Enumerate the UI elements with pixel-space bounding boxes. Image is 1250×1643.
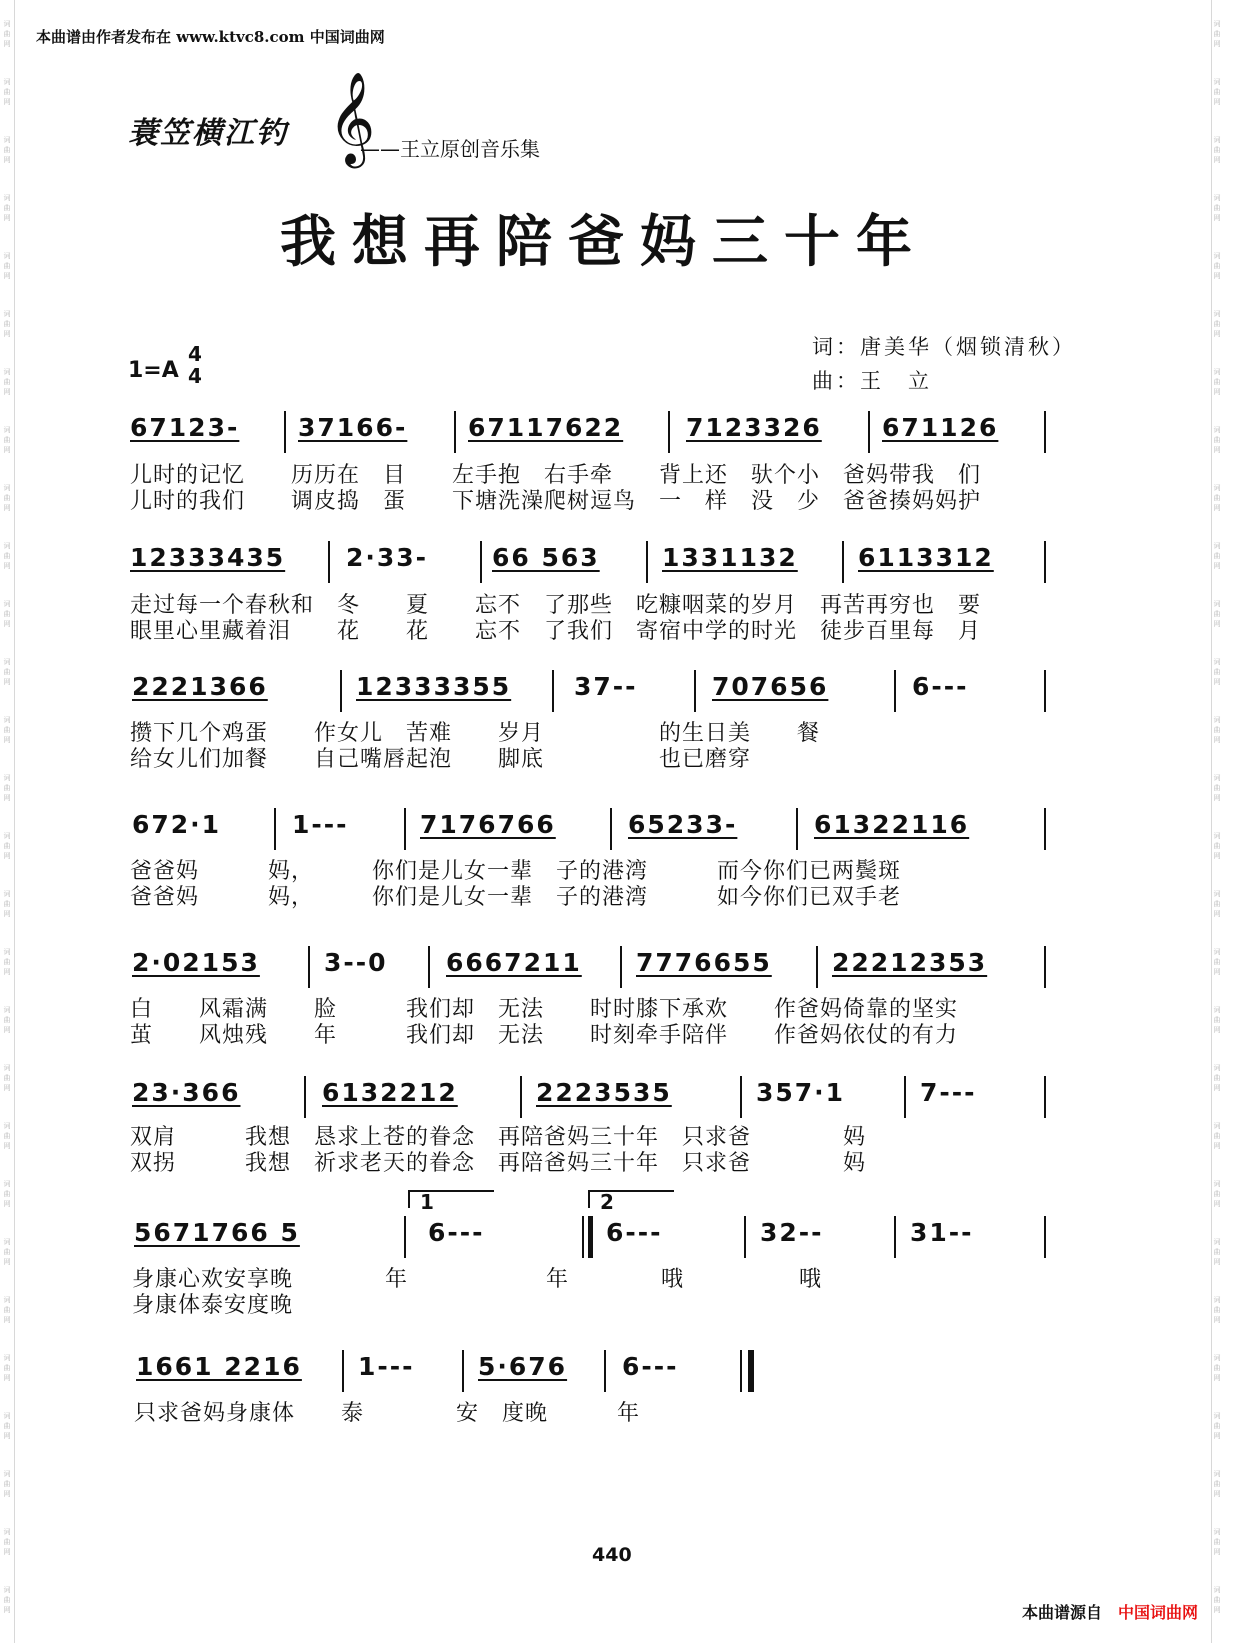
watermark-glyph: 词 bbox=[3, 890, 11, 898]
watermark-glyph: 曲 bbox=[3, 320, 11, 328]
watermark-glyph: 曲 bbox=[1213, 146, 1221, 154]
watermark-glyph: 网 bbox=[1213, 736, 1221, 744]
bar-line bbox=[904, 1076, 906, 1118]
measure: 6--- bbox=[912, 672, 969, 701]
bar-line bbox=[454, 411, 456, 453]
measure: 1331132 bbox=[662, 543, 798, 572]
watermark-glyph: 曲 bbox=[1213, 1364, 1221, 1372]
watermark-glyph: 曲 bbox=[3, 1132, 11, 1140]
watermark-glyph: 曲 bbox=[3, 1074, 11, 1082]
watermark-glyph: 词 bbox=[1213, 426, 1221, 434]
watermark-glyph: 曲 bbox=[3, 146, 11, 154]
watermark-glyph: 网 bbox=[3, 736, 11, 744]
watermark-glyph: 词 bbox=[1213, 948, 1221, 956]
final-bar-line bbox=[740, 1350, 742, 1392]
watermark-glyph: 曲 bbox=[3, 262, 11, 270]
watermark-glyph: 曲 bbox=[1213, 1480, 1221, 1488]
bar-line bbox=[744, 1216, 746, 1258]
lyric-line: 身康心欢安享晚 年 年 哦 哦 bbox=[132, 1267, 823, 1292]
watermark-glyph: 曲 bbox=[1213, 668, 1221, 676]
watermark-glyph: 曲 bbox=[3, 610, 11, 618]
measure: 6667211 bbox=[446, 948, 582, 977]
watermark-glyph: 词 bbox=[3, 426, 11, 434]
watermark-glyph: 词 bbox=[1213, 774, 1221, 782]
watermark-glyph: 词 bbox=[1213, 1122, 1221, 1130]
watermark-glyph: 词 bbox=[3, 20, 11, 28]
watermark-glyph: 词 bbox=[1213, 658, 1221, 666]
watermark-glyph: 网 bbox=[1213, 1026, 1221, 1034]
repeat-bar-line bbox=[582, 1216, 584, 1258]
watermark-glyph: 词 bbox=[1213, 310, 1221, 318]
watermark-glyph: 词 bbox=[3, 1006, 11, 1014]
measure: 32-- bbox=[760, 1218, 824, 1247]
bar-line bbox=[620, 946, 622, 988]
measure: 66 563 bbox=[492, 543, 600, 572]
bar-line bbox=[480, 541, 482, 583]
bar-line bbox=[1044, 1076, 1046, 1118]
measure: 67123- bbox=[130, 413, 240, 442]
watermark-glyph: 曲 bbox=[3, 668, 11, 676]
bar-line bbox=[816, 946, 818, 988]
score-row-5 bbox=[128, 948, 1048, 988]
lyric-line: 爸爸妈 妈， 你们是儿女一辈 子的港湾 如今你们已双手老 bbox=[130, 885, 902, 910]
measure: 1--- bbox=[292, 810, 349, 839]
watermark-glyph: 曲 bbox=[1213, 378, 1221, 386]
bar-line bbox=[610, 808, 612, 850]
bar-line bbox=[1044, 411, 1046, 453]
score-row-4 bbox=[128, 810, 1048, 850]
watermark-glyph: 网 bbox=[3, 1200, 11, 1208]
watermark-glyph: 网 bbox=[3, 1258, 11, 1266]
score-row-6 bbox=[128, 1078, 1048, 1118]
watermark-glyph: 词 bbox=[1213, 542, 1221, 550]
watermark-glyph: 词 bbox=[1213, 716, 1221, 724]
bar-line bbox=[646, 541, 648, 583]
watermark-glyph: 网 bbox=[1213, 1490, 1221, 1498]
measure: 3--0 bbox=[324, 948, 388, 977]
watermark-glyph: 词 bbox=[1213, 20, 1221, 28]
bar-line bbox=[520, 1076, 522, 1118]
bar-line bbox=[740, 1076, 742, 1118]
measure: 7--- bbox=[920, 1078, 977, 1107]
watermark-glyph: 曲 bbox=[3, 1596, 11, 1604]
measure: 5671766 5 bbox=[134, 1218, 300, 1247]
measure: 61322116 bbox=[814, 810, 970, 839]
measure: 2·02153 bbox=[132, 948, 260, 977]
watermark-glyph: 曲 bbox=[3, 1190, 11, 1198]
watermark-glyph: 网 bbox=[1213, 156, 1221, 164]
watermark-glyph: 词 bbox=[3, 136, 11, 144]
lyric-line: 走过每一个春秋和 冬 夏 忘不 了那些 吃糠咽菜的岁月 再苦再穷也 要 bbox=[130, 593, 982, 618]
watermark-glyph: 网 bbox=[1213, 1548, 1221, 1556]
watermark-glyph: 网 bbox=[3, 968, 11, 976]
watermark-glyph: 词 bbox=[3, 716, 11, 724]
final-bar-line-thick bbox=[748, 1350, 754, 1392]
watermark-glyph: 网 bbox=[1213, 1142, 1221, 1150]
watermark-glyph: 网 bbox=[1213, 1084, 1221, 1092]
watermark-glyph: 曲 bbox=[1213, 1016, 1221, 1024]
bar-line bbox=[796, 808, 798, 850]
watermark-glyph: 网 bbox=[3, 98, 11, 106]
bar-line bbox=[894, 1216, 896, 1258]
bar-line bbox=[668, 411, 670, 453]
watermark-glyph: 曲 bbox=[3, 1248, 11, 1256]
watermark-glyph: 词 bbox=[1213, 1354, 1221, 1362]
song-title: 我想再陪爸妈三十年 bbox=[280, 209, 928, 275]
time-signature bbox=[187, 343, 203, 387]
watermark-glyph: 曲 bbox=[3, 494, 11, 502]
watermark-glyph: 曲 bbox=[1213, 1190, 1221, 1198]
watermark-glyph: 词 bbox=[1213, 1412, 1221, 1420]
lyric-line: 茧 风烛残 年 我们却 无法 时刻牵手陪伴 作爸妈依仗的有力 bbox=[130, 1023, 959, 1048]
watermark-glyph: 曲 bbox=[1213, 842, 1221, 850]
volta-2 bbox=[588, 1190, 674, 1214]
watermark-glyph: 曲 bbox=[3, 88, 11, 96]
watermark-glyph: 曲 bbox=[3, 378, 11, 386]
measure: 6113312 bbox=[858, 543, 994, 572]
measure: 7776655 bbox=[636, 948, 772, 977]
bar-line bbox=[342, 1350, 344, 1392]
collection-title: 蓑笠横江钓 bbox=[128, 116, 288, 151]
watermark-glyph: 曲 bbox=[1213, 1132, 1221, 1140]
watermark-glyph: 词 bbox=[3, 310, 11, 318]
watermark-glyph: 网 bbox=[1213, 678, 1221, 686]
bar-line bbox=[328, 541, 330, 583]
measure: 6132212 bbox=[322, 1078, 458, 1107]
key-signature: 1=A bbox=[128, 358, 179, 383]
lyric-line: 儿时的记忆 历历在 目 左手抱 右手牵 背上还 驮个小 爸妈带我 们 bbox=[130, 463, 982, 488]
bar-line bbox=[404, 1216, 406, 1258]
volta-1-label: 1 bbox=[420, 1190, 434, 1214]
bar-line bbox=[1044, 1216, 1046, 1258]
footer-source-brand: 中国词曲网 bbox=[1118, 1603, 1199, 1622]
measure: 1661 2216 bbox=[136, 1352, 302, 1381]
lyric-line: 攒下几个鸡蛋 作女儿 苦难 岁月 的生日美 餐 bbox=[130, 721, 821, 746]
watermark-glyph: 网 bbox=[3, 1432, 11, 1440]
watermark-glyph: 词 bbox=[3, 194, 11, 202]
bar-line bbox=[604, 1350, 606, 1392]
watermark-glyph: 词 bbox=[3, 1296, 11, 1304]
watermark-glyph: 词 bbox=[1213, 194, 1221, 202]
watermark-glyph: 曲 bbox=[3, 958, 11, 966]
watermark-glyph: 曲 bbox=[3, 436, 11, 444]
lyric-line: 双拐 我想 祈求老天的眷念 再陪爸妈三十年 只求爸 妈 bbox=[130, 1151, 867, 1176]
watermark-glyph: 曲 bbox=[3, 1480, 11, 1488]
watermark-glyph: 词 bbox=[3, 1122, 11, 1130]
watermark-glyph: 曲 bbox=[3, 30, 11, 38]
right-margin-strip bbox=[1211, 0, 1224, 1643]
volta-2-label: 2 bbox=[600, 1190, 614, 1214]
watermark-glyph: 词 bbox=[1213, 1238, 1221, 1246]
watermark-glyph: 网 bbox=[1213, 40, 1221, 48]
lyric-line: 身康体泰安度晚 bbox=[132, 1293, 294, 1318]
bar-line bbox=[868, 411, 870, 453]
measure: 6--- bbox=[622, 1352, 679, 1381]
score-row-3 bbox=[128, 672, 1048, 712]
measure: 67117622 bbox=[468, 413, 624, 442]
watermark-glyph: 曲 bbox=[3, 1364, 11, 1372]
bar-line bbox=[284, 411, 286, 453]
watermark-glyph: 曲 bbox=[1213, 204, 1221, 212]
bar-line bbox=[552, 670, 554, 712]
measure: 6--- bbox=[428, 1218, 485, 1247]
watermark-glyph: 网 bbox=[3, 1316, 11, 1324]
watermark-glyph: 曲 bbox=[1213, 726, 1221, 734]
watermark-glyph: 曲 bbox=[1213, 320, 1221, 328]
footer-source-label: 本曲谱源自 bbox=[1022, 1603, 1103, 1622]
watermark-glyph: 曲 bbox=[1213, 1422, 1221, 1430]
watermark-glyph: 网 bbox=[1213, 1258, 1221, 1266]
score-row-2 bbox=[128, 543, 1048, 583]
watermark-glyph: 词 bbox=[3, 78, 11, 86]
watermark-glyph: 网 bbox=[3, 678, 11, 686]
watermark-glyph: 网 bbox=[3, 504, 11, 512]
watermark-glyph: 词 bbox=[3, 1586, 11, 1594]
watermark-glyph: 词 bbox=[3, 1412, 11, 1420]
measure: 2221366 bbox=[132, 672, 268, 701]
credits bbox=[812, 330, 1076, 398]
bar-line bbox=[404, 808, 406, 850]
bar-line bbox=[842, 541, 844, 583]
watermark-glyph: 曲 bbox=[1213, 1306, 1221, 1314]
watermark-glyph: 网 bbox=[3, 40, 11, 48]
measure: 37-- bbox=[574, 672, 638, 701]
time-signature-unit: 4 bbox=[188, 364, 202, 388]
measure: 22212353 bbox=[832, 948, 988, 977]
watermark-glyph: 曲 bbox=[3, 784, 11, 792]
watermark-glyph: 词 bbox=[1213, 484, 1221, 492]
watermark-glyph: 词 bbox=[1213, 78, 1221, 86]
lyric-line: 只求爸妈身康体 泰 安 度晚 年 bbox=[134, 1401, 641, 1426]
watermark-glyph: 曲 bbox=[1213, 958, 1221, 966]
measure: 5·676 bbox=[478, 1352, 568, 1381]
watermark-glyph: 词 bbox=[3, 658, 11, 666]
bar-line bbox=[304, 1076, 306, 1118]
page-number: 440 bbox=[592, 1544, 632, 1566]
watermark-glyph: 网 bbox=[1213, 214, 1221, 222]
bar-line bbox=[462, 1350, 464, 1392]
watermark-glyph: 曲 bbox=[1213, 30, 1221, 38]
score-row-8 bbox=[128, 1352, 788, 1392]
watermark-glyph: 曲 bbox=[3, 842, 11, 850]
watermark-glyph: 曲 bbox=[1213, 552, 1221, 560]
lyric-line: 给女儿们加餐 自己嘴唇起泡 脚底 也已磨穿 bbox=[130, 747, 752, 772]
top-notice: 本曲谱由作者发布在 www.ktvc8.com 中国词曲网 bbox=[36, 28, 385, 46]
measure: 31-- bbox=[910, 1218, 974, 1247]
watermark-glyph: 词 bbox=[3, 1180, 11, 1188]
watermark-glyph: 曲 bbox=[1213, 1074, 1221, 1082]
watermark-glyph: 网 bbox=[1213, 1374, 1221, 1382]
watermark-glyph: 词 bbox=[1213, 1470, 1221, 1478]
watermark-glyph: 网 bbox=[3, 1026, 11, 1034]
watermark-glyph: 词 bbox=[3, 600, 11, 608]
watermark-glyph: 网 bbox=[1213, 446, 1221, 454]
bar-line bbox=[1044, 670, 1046, 712]
measure: 1--- bbox=[358, 1352, 415, 1381]
watermark-glyph: 词 bbox=[1213, 1528, 1221, 1536]
watermark-glyph: 网 bbox=[1213, 388, 1221, 396]
watermark-glyph: 网 bbox=[3, 794, 11, 802]
watermark-glyph: 网 bbox=[3, 1548, 11, 1556]
watermark-glyph: 曲 bbox=[1213, 1248, 1221, 1256]
watermark-glyph: 网 bbox=[3, 330, 11, 338]
watermark-glyph: 曲 bbox=[3, 1306, 11, 1314]
watermark-glyph: 网 bbox=[1213, 910, 1221, 918]
watermark-glyph: 网 bbox=[1213, 852, 1221, 860]
watermark-glyph: 曲 bbox=[1213, 436, 1221, 444]
watermark-glyph: 词 bbox=[1213, 600, 1221, 608]
measure: 2·33- bbox=[346, 543, 429, 572]
watermark-glyph: 网 bbox=[3, 620, 11, 628]
watermark-glyph: 网 bbox=[1213, 620, 1221, 628]
watermark-glyph: 曲 bbox=[3, 1538, 11, 1546]
watermark-glyph: 网 bbox=[1213, 562, 1221, 570]
time-signature-beats: 4 bbox=[188, 342, 202, 366]
watermark-glyph: 网 bbox=[1213, 1200, 1221, 1208]
bar-line bbox=[694, 670, 696, 712]
watermark-glyph: 曲 bbox=[3, 1016, 11, 1024]
lyric-line: 爸爸妈 妈， 你们是儿女一辈 子的港湾 而今你们已两鬓斑 bbox=[130, 859, 902, 884]
watermark-glyph: 词 bbox=[3, 484, 11, 492]
lyric-line: 双肩 我想 恳求上苍的眷念 再陪爸妈三十年 只求爸 妈 bbox=[130, 1125, 867, 1150]
watermark-glyph: 曲 bbox=[1213, 610, 1221, 618]
watermark-glyph: 网 bbox=[1213, 330, 1221, 338]
composer: 曲：王 立 bbox=[812, 369, 932, 393]
watermark-glyph: 词 bbox=[1213, 1180, 1221, 1188]
left-margin-strip bbox=[0, 0, 15, 1643]
watermark-glyph: 词 bbox=[3, 1354, 11, 1362]
watermark-glyph: 网 bbox=[3, 156, 11, 164]
measure: 707656 bbox=[712, 672, 829, 701]
watermark-glyph: 曲 bbox=[1213, 1596, 1221, 1604]
measure: 65233- bbox=[628, 810, 738, 839]
watermark-glyph: 曲 bbox=[1213, 494, 1221, 502]
watermark-glyph: 词 bbox=[1213, 890, 1221, 898]
watermark-glyph: 网 bbox=[1213, 1316, 1221, 1324]
watermark-glyph: 曲 bbox=[3, 552, 11, 560]
watermark-glyph: 词 bbox=[1213, 1296, 1221, 1304]
measure: 672·1 bbox=[132, 810, 222, 839]
bar-line bbox=[274, 808, 276, 850]
watermark-glyph: 词 bbox=[3, 1528, 11, 1536]
watermark-glyph: 词 bbox=[3, 1470, 11, 1478]
watermark-glyph: 词 bbox=[1213, 368, 1221, 376]
watermark-glyph: 网 bbox=[1213, 1432, 1221, 1440]
measure: 12333355 bbox=[356, 672, 512, 701]
collection-subtitle: ——王立原创音乐集 bbox=[360, 137, 540, 161]
measure: 671126 bbox=[882, 413, 999, 442]
watermark-glyph: 网 bbox=[3, 562, 11, 570]
measure: 2223535 bbox=[536, 1078, 672, 1107]
watermark-glyph: 网 bbox=[3, 214, 11, 222]
repeat-bar-line bbox=[588, 1216, 593, 1258]
bar-line bbox=[308, 946, 310, 988]
measure: 6--- bbox=[606, 1218, 663, 1247]
watermark-glyph: 网 bbox=[3, 272, 11, 280]
watermark-glyph: 词 bbox=[3, 542, 11, 550]
watermark-glyph: 网 bbox=[3, 1142, 11, 1150]
watermark-glyph: 网 bbox=[3, 1606, 11, 1614]
footer-source bbox=[1022, 1600, 1198, 1623]
bar-line bbox=[1044, 541, 1046, 583]
watermark-glyph: 词 bbox=[1213, 136, 1221, 144]
watermark-glyph: 网 bbox=[3, 1374, 11, 1382]
watermark-glyph: 曲 bbox=[1213, 1538, 1221, 1546]
watermark-glyph: 网 bbox=[1213, 272, 1221, 280]
measure: 357·1 bbox=[756, 1078, 846, 1107]
watermark-glyph: 网 bbox=[3, 910, 11, 918]
lyric-line: 眼里心里藏着泪 花 花 忘不 了我们 寄宿中学的时光 徒步百里每 月 bbox=[130, 619, 982, 644]
watermark-glyph: 词 bbox=[3, 1238, 11, 1246]
bar-line bbox=[340, 670, 342, 712]
watermark-glyph: 词 bbox=[3, 948, 11, 956]
treble-clef-icon: 𝄞 bbox=[328, 71, 376, 164]
watermark-glyph: 词 bbox=[1213, 1006, 1221, 1014]
score-row-7 bbox=[128, 1218, 1048, 1258]
watermark-glyph: 曲 bbox=[3, 726, 11, 734]
watermark-glyph: 曲 bbox=[1213, 784, 1221, 792]
watermark-glyph: 词 bbox=[1213, 252, 1221, 260]
watermark-glyph: 词 bbox=[1213, 1064, 1221, 1072]
watermark-glyph: 词 bbox=[3, 774, 11, 782]
lyricist: 词：唐美华（烟锁清秋） bbox=[812, 335, 1076, 359]
measure: 37166- bbox=[298, 413, 408, 442]
watermark-glyph: 词 bbox=[3, 832, 11, 840]
watermark-glyph: 曲 bbox=[1213, 900, 1221, 908]
watermark-glyph: 网 bbox=[1213, 504, 1221, 512]
measure: 23·366 bbox=[132, 1078, 241, 1107]
lyric-line: 儿时的我们 调皮捣 蛋 下塘洗澡爬树逗鸟 一 样 没 少 爸爸揍妈妈护 bbox=[130, 489, 982, 514]
watermark-glyph: 网 bbox=[3, 1084, 11, 1092]
bar-line bbox=[1044, 946, 1046, 988]
watermark-glyph: 网 bbox=[1213, 1606, 1221, 1614]
watermark-glyph: 词 bbox=[3, 368, 11, 376]
bar-line bbox=[428, 946, 430, 988]
watermark-glyph: 网 bbox=[3, 446, 11, 454]
watermark-glyph: 词 bbox=[1213, 1586, 1221, 1594]
watermark-glyph: 网 bbox=[1213, 98, 1221, 106]
watermark-glyph: 曲 bbox=[3, 204, 11, 212]
watermark-glyph: 网 bbox=[3, 852, 11, 860]
lyric-line: 白 风霜满 脸 我们却 无法 时时膝下承欢 作爸妈倚靠的坚实 bbox=[130, 997, 959, 1022]
watermark-glyph: 曲 bbox=[1213, 88, 1221, 96]
measure: 7123326 bbox=[686, 413, 822, 442]
measure: 12333435 bbox=[130, 543, 286, 572]
watermark-glyph: 网 bbox=[1213, 968, 1221, 976]
score-row-1 bbox=[128, 413, 1048, 453]
measure: 7176766 bbox=[420, 810, 556, 839]
watermark-glyph: 曲 bbox=[1213, 262, 1221, 270]
watermark-glyph: 曲 bbox=[3, 1422, 11, 1430]
watermark-glyph: 曲 bbox=[3, 900, 11, 908]
bar-line bbox=[1044, 808, 1046, 850]
watermark-glyph: 网 bbox=[3, 388, 11, 396]
watermark-glyph: 词 bbox=[3, 1064, 11, 1072]
volta-1 bbox=[408, 1190, 494, 1214]
watermark-glyph: 网 bbox=[1213, 794, 1221, 802]
watermark-glyph: 网 bbox=[3, 1490, 11, 1498]
bar-line bbox=[894, 670, 896, 712]
watermark-glyph: 词 bbox=[3, 252, 11, 260]
watermark-glyph: 词 bbox=[1213, 832, 1221, 840]
